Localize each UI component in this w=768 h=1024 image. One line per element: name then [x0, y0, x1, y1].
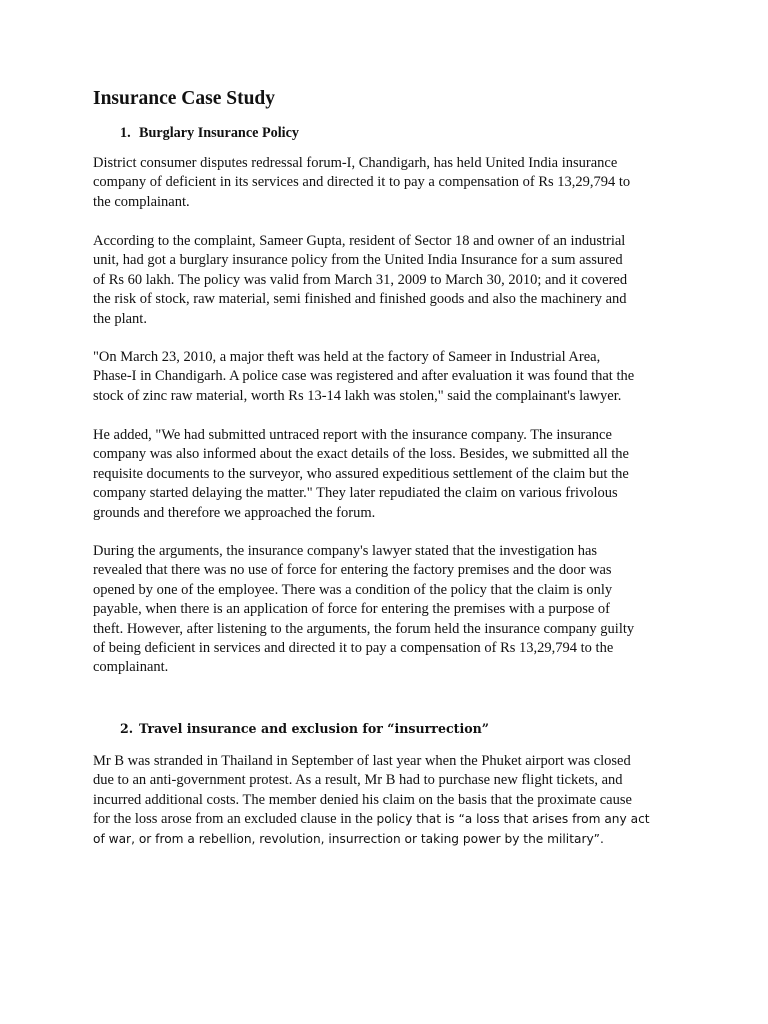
section-1-title: Burglary Insurance Policy	[139, 125, 299, 141]
text-line: of Rs 60 lakh. The policy was valid from March 31, 2009 to March 30, 2010; and it covered	[93, 271, 628, 288]
section-2-number: 2.	[120, 721, 134, 736]
text-line: Phase-I in Chandigarh. A police case was registered and after evaluation it was found that the	[93, 368, 635, 385]
text-line: "On March 23, 2010, a major theft was held at the factory of Sameer in Industrial Area,	[93, 349, 601, 365]
text-line: the plant.	[93, 310, 147, 327]
text-line: complainant.	[93, 659, 169, 676]
section-1-paragraph-3	[93, 348, 693, 406]
section-1-heading	[120, 125, 299, 142]
section-1-paragraph-5	[93, 542, 693, 678]
text-line: District consumer disputes redressal forum-I, Chandigarh, has held United India insurance	[93, 155, 618, 171]
section-2-paragraph-1	[93, 752, 693, 849]
text-line: requisite documents to the surveyor, who assured expeditious settlement of the claim but the	[93, 465, 629, 482]
text-line: company was also informed about the exact details of the loss. Besides, we submitted all the	[93, 446, 629, 463]
text-line: incurred additional costs. The member denied his claim on the basis that the proximate cause	[93, 791, 632, 808]
text-line: Mr B was stranded in Thailand in September of last year when the Phuket airport was closed	[93, 753, 631, 769]
document-title: Insurance Case Study	[93, 88, 276, 109]
quoted-clause: policy that is “a loss that arises from any act	[376, 812, 650, 827]
text-line: grounds and therefore we approached the forum.	[93, 504, 376, 521]
text-line: revealed that there was no use of force for entering the factory premises and the door was	[93, 562, 612, 579]
text-line: theft. However, after listening to the arguments, the forum held the insurance company guilty	[93, 620, 635, 637]
section-2-title: Travel insurance and exclusion for “insurrection”	[139, 721, 490, 736]
text-line: company started delaying the matter." They later repudiated the claim on various frivolous	[93, 485, 618, 502]
text-line	[93, 810, 693, 829]
section-1-paragraph-4	[93, 426, 693, 523]
text-line: due to an anti-government protest. As a result, Mr B had to purchase new flight tickets, and	[93, 772, 623, 789]
text-segment: for the loss arose from an excluded clause in the	[93, 811, 377, 828]
section-1-paragraph-2	[93, 232, 693, 329]
text-line: company of deficient in its services and directed it to pay a compensation of Rs 13,29,794 to	[93, 174, 631, 191]
section-1-number: 1.	[120, 125, 131, 141]
text-line: payable, when there is an application of force for entering the premises with a purpose of	[93, 601, 610, 618]
text-line: stock of zinc raw material, worth Rs 13-14 lakh was stolen," said the complainant's lawyer.	[93, 387, 622, 404]
text-line: During the arguments, the insurance company's lawyer stated that the investigation has	[93, 543, 598, 559]
section-2-heading	[120, 721, 489, 736]
section-1-paragraph-1	[93, 154, 693, 212]
text-line: of being deficient in services and directed it to pay a compensation of Rs 13,29,794 to the	[93, 640, 614, 657]
text-line: the risk of stock, raw material, semi finished and finished goods and also the machinery and	[93, 291, 627, 308]
text-line: According to the complaint, Sameer Gupta, resident of Sector 18 and owner of an industrial	[93, 233, 626, 249]
text-line: He added, "We had submitted untraced report with the insurance company. The insurance	[93, 427, 612, 443]
text-line: the complainant.	[93, 193, 190, 210]
quoted-clause-end: of war, or from a rebellion, revolution, insurrection or taking power by the military”.	[93, 831, 604, 846]
text-line: opened by one of the employee. There was a condition of the policy that the claim is only	[93, 581, 613, 598]
text-line: unit, had got a burglary insurance policy from the United India Insurance for a sum assured	[93, 252, 623, 269]
